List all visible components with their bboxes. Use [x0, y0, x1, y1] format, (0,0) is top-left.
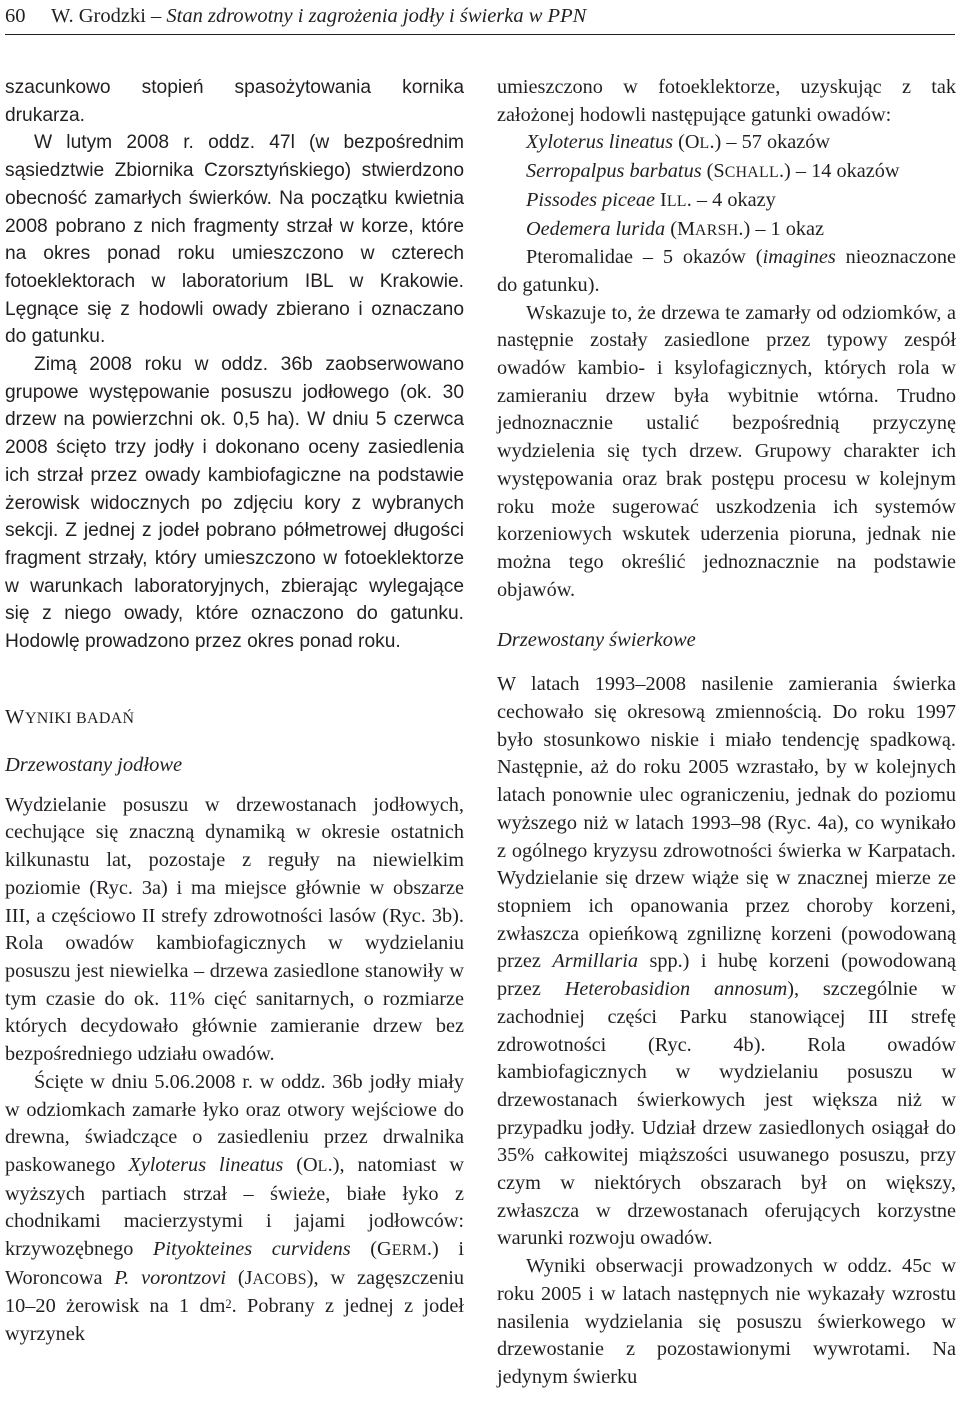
- header-title: Stan zdrowotny i zagrożenia jodły i świerka w PPN: [166, 5, 587, 27]
- subsection-spruce-stands: Drzewostany świerkowe: [497, 629, 696, 652]
- species-list-item: Pissodes piceae ILL. – 4 okazy: [526, 188, 776, 211]
- subsection-fir-stands: Drzewostany jodłowe: [5, 753, 183, 776]
- paragraph-spruce-observations: Wyniki obserwacji prowadzonych w oddz. 45c w roku 2005 i w latach następnych nie wykazały wzrostu nasilenia wydzielania się posuszu świerkowego w drzewostanie z pozostawionymi wywrotami. Na jedynym świerku: [497, 1255, 956, 1388]
- paragraph-fir-felled: Ścięte w dniu 5.06.2008 r. w oddz. 36b jodły miały w odziomkach zamarłe łyko oraz otwory wejściowe do drewna, świadczące o zasiedleniu przez drwalnika paskowanego Xyloterus lineatus (OL.), natomiast w wyższych partiach strzał – świeże, białe łyko z chodnikami macierzystymi i jajami jodłowców: krzywozębnego Pityokteines curvidens (GERM.) i Woroncowa P. vorontzovi (JACOBS), w zagęszczeniu 10–20 żerowisk na 1 $dm^2$. Pobrany z jednej z jodeł wyrzynek: [5, 1070, 465, 1346]
- right-column: [497, 74, 956, 1392]
- header-rule: [5, 34, 955, 35]
- left-column: [5, 74, 464, 1349]
- section-title-results: WYNIKI BADAŃ: [5, 705, 135, 728]
- species-list-item: Oedemera lurida (MARSH.) – 1 okaz: [526, 217, 825, 240]
- species-list-item: Serropalpus barbatus (SCHALL.) – 14 okazów: [526, 160, 900, 183]
- paragraph-method-spruce: W lutym 2008 r. oddz. 47l (w bezpośrednim sąsiedztwie Zbiornika Czorsztyńskiego) stwierdzono obecność zamarłych świerków. Na początku kwietnia 2008 pobrano z nich fragmenty strzał w korze, które na okres ponad roku umieszczono w czterech fotoeklektorach w laboratorium IBL w Krakowie. Lęgnące się z hodowli owady zbierano i oznaczano do gatunku.: [5, 132, 464, 348]
- paragraph-eclector: umieszczono w fotoeklektorze, uzyskując z tak założonej hodowli następujące gatunki owadów:: [497, 76, 956, 126]
- species-list-item: Xyloterus lineatus (OL.) – 57 okazów: [526, 131, 831, 154]
- paragraph-method-fir: Zimą 2008 roku w oddz. 36b zaobserwowano grupowe występowanie posuszu jodłowego (ok. 30 drzew na powierzchni ok. 0,5 ha). W dniu 5 czerwca 2008 ścięto trzy jodły i dokonano oceny zasiedlenia ich strzał przez owady kambiofagiczne na podstawie żerowisk widocznych po zdjęciu kory z wybranych sekcji. Z jednej z jodeł pobrano półmetrowej długości fragment strzały, który umieszczono w fotoeklektorze w warunkach laboratoryjnych, zbierając wylegające się z niego owady, które oznaczono do gatunku. Hodowlę prowadzono przez okres ponad roku.: [5, 354, 464, 653]
- paragraph-continuation: szacunkowo stopień spasożytowania kornika drukarza.: [5, 77, 464, 126]
- paragraph-spruce-dieback: W latach 1993–2008 nasilenie zamierania świerka cechowało się okresową zmiennością. Do roku 1997 było stosunkowo niskie i miało tendencję spadkową. Następnie, aż do roku 2005 wzrastało, by w kolejnych latach ponownie ulec ograniczeniu, jednak do poziomu wyższego niż w latach 1993–98 (Ryc. 4a), co wynikało z ogólnego kryzysu zdrowotności świerka w Karpatach. Wydzielanie się drzew wiąże się w znacznej mierze ze stopniem ich opanowania przez choroby korzeni, zwłaszcza opieńkową zgniliznę korzeni (powodowaną przez Armillaria spp.) i hubę korzeni (powodowaną przez Heterobasidion annosum), szczególnie w zachodniej części Parku stanowiącej III strefę zdrowotności (Ryc. 4b). Rola owadów kambiofagicznych w wydzielaniu posuszu w drzewostanach świerkowych jest większa niż w przypadku jodły. Udział drzew zasiedlonych osiągał do 35% całkowitej miąższości usuwanego posuszu, przy czym w niektórych obszarach był on większy, zwłaszcza w drzewostanach oferujących korzystne warunki rozwoju owadów.: [497, 673, 956, 1250]
- species-list-item-pteromalidae: Pteromalidae – 5 okazów (imagines nieoznaczone do gatunku).: [497, 246, 957, 296]
- header-dash: –: [145, 5, 167, 27]
- paragraph-fir-dieback: Wydzielanie posuszu w drzewostanach jodłowych, cechujące się znaczną dynamiką w okresie ostatnich kilkunastu lat, pozostaje z reguły na niewielkim poziomie (Ryc. 3a) i ma miejsce głównie w obszarze III, a częściowo II strefy zdrowotności lasów (Ryc. 3b). Rola owadów kambiofagicznych w wydzielaniu posuszu jest niewielka – drzewa zasiedlone stanowiły w tym czasie do ok. 11% cięć sanitarnych, o rozmiarze których decydowało głównie zamieranie drzew bez bezpośredniego udziału owadów.: [5, 793, 464, 1066]
- header-author: W. Grodzki: [51, 5, 146, 27]
- page-number: 60: [5, 5, 26, 27]
- paragraph-interpretation: Wskazuje to, że drzewa te zamarły od odziomków, a następnie zostały zasiedlone przez typowy zespół owadów kambio- i ksylofagicznych, których rola w zamieraniu drzew była wybitnie wtórna. Trudno jednoznacznie ustalić bezpośrednią przyczynę wydzielenia się tych drzew. Grupowy charakter ich występowania oraz brak postępu procesu w kolejnym roku może sugerować uszkodzenia ich systemów korzeniowych wskutek uderzenia pioruna, jednak nie można tego określić jednoznacznie na podstawie objawów.: [497, 301, 956, 601]
- running-header: [5, 1, 955, 31]
